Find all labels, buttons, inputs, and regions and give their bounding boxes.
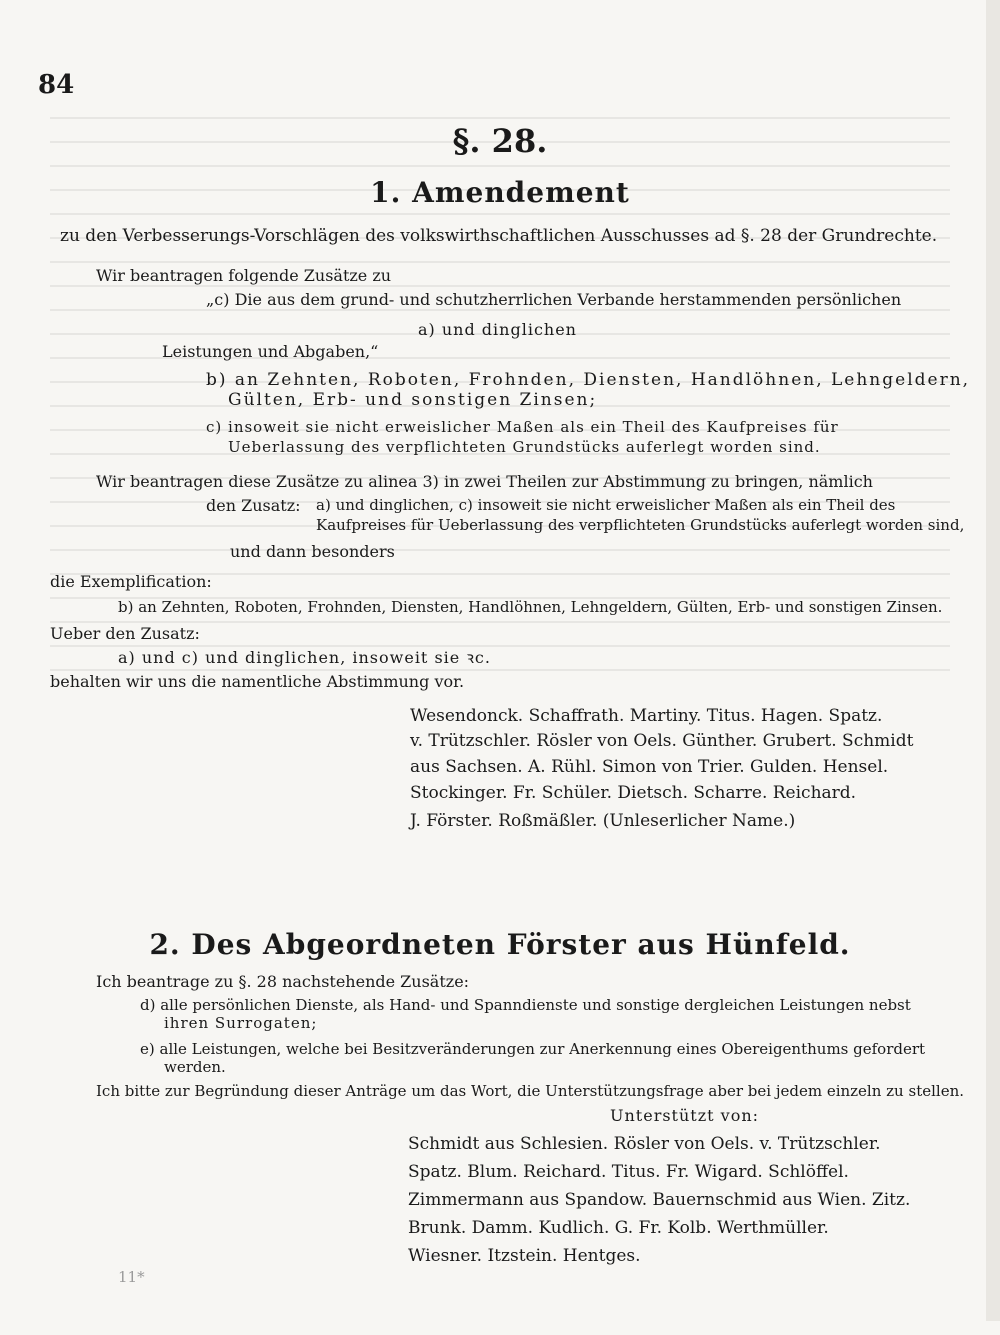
page-number: 84 [38,70,75,100]
clause-b-line-2: Gülten, Erb- und sonstigen Zinsen; [228,390,598,410]
zusatz-line-2: Kaufpreises für Ueberlassung des verpflichteten Grundstücks auferlegt worden sind, [316,516,965,534]
clause-c-line: „c) Die aus dem grund- und schutzherrlichen Verbande herstammenden persönlichen [206,290,902,309]
supporter-line: Brunk. Damm. Kudlich. G. Fr. Kolb. Werthmüller. [408,1218,829,1238]
clause-c2-line-2: Ueberlassung des verpflichteten Grundstücks auferlegt worden sind. [228,438,821,456]
zusatz-label: den Zusatz: [206,496,301,515]
amendment-1-heading: 1. Amendement [370,176,630,209]
amendment-2-heading: 2. Des Abgeordneten Förster aus Hünfeld. [149,928,851,961]
then-separately: und dann besonders [230,542,395,561]
signer-line: v. Trützschler. Rösler von Oels. Günther. Grubert. Schmidt [410,731,914,751]
supporter-line: Spatz. Blum. Reichard. Titus. Fr. Wigard. Schlöffel. [408,1162,849,1182]
amendment-1-intro: zu den Verbesserungs-Vorschlägen des volkswirthschaftlichen Ausschusses ad §. 28 der Grundrechte. [60,226,938,246]
request-line: Ich bitte zur Begründung dieser Anträge um das Wort, die Unterstützungsfrage aber bei jedem einzeln zu stellen. [96,1082,964,1100]
supporter-line: Zimmermann aus Spandow. Bauernschmid aus Wien. Zitz. [408,1190,911,1210]
exemplification-b: b) an Zehnten, Roboten, Frohnden, Diensten, Handlöhnen, Lehngeldern, Gülten, Erb- und sonstigen Zinsen. [118,598,943,616]
clause-d-line-2: ihren Surrogaten; [164,1014,318,1032]
clause-c2-line-1: c) insoweit sie nicht erweislicher Maßen als ein Theil des Kaufpreises für [206,418,839,436]
clause-e-line-1: e) alle Leistungen, welche bei Besitzveränderungen zur Anerkennung eines Obereigenthums gefordert [140,1040,926,1058]
zusatz-line-1: a) und dinglichen, c) insoweit sie nicht erweislicher Maßen als ein Theil des [316,496,896,514]
clause-d-line-1: d) alle persönlichen Dienste, als Hand- und Spanndienste und sonstige dergleichen Leistungen nebst [140,996,911,1014]
section-title: §. 28. [452,122,548,160]
signer-line: aus Sachsen. A. Rühl. Simon von Trier. Gulden. Hensel. [410,757,889,777]
about-zusatz-ac: a) und c) und dinglichen, insoweit sie ꝛc. [118,648,491,667]
propose-line: Wir beantragen folgende Zusätze zu [96,266,392,285]
supporter-line: Schmidt aus Schlesien. Rösler von Oels. v. Trützschler. [408,1134,881,1154]
signer-line: Stockinger. Fr. Schüler. Dietsch. Scharre. Reichard. [410,783,857,803]
clause-c-insert: a) und dinglichen [418,320,577,339]
reserve-line: behalten wir uns die namentliche Abstimmung vor. [50,672,465,691]
supporter-line: Wiesner. Itzstein. Hentges. [408,1246,641,1266]
amendment-2-propose: Ich beantrage zu §. 28 nachstehende Zusätze: [96,972,470,991]
clause-b-line-1: b) an Zehnten, Roboten, Frohnden, Diensten, Handlöhnen, Lehngeldern, [206,370,971,390]
exemplification-label: die Exemplification: [50,572,212,591]
signer-line: J. Förster. Roßmäßler. (Unleserlicher Name.) [410,811,796,831]
clause-e-line-2: werden. [164,1058,226,1076]
signature-mark: 11* [118,1268,145,1286]
signer-line: Wesendonck. Schaffrath. Martiny. Titus. Hagen. Spatz. [410,706,883,726]
about-zusatz-label: Ueber den Zusatz: [50,624,200,643]
clause-c-end: Leistungen und Abgaben,“ [162,342,379,361]
supported-by-label: Unterstützt von: [610,1106,760,1125]
vote-intro: Wir beantragen diese Zusätze zu alinea 3) in zwei Theilen zur Abstimmung zu bringen, nämlich [96,472,873,491]
